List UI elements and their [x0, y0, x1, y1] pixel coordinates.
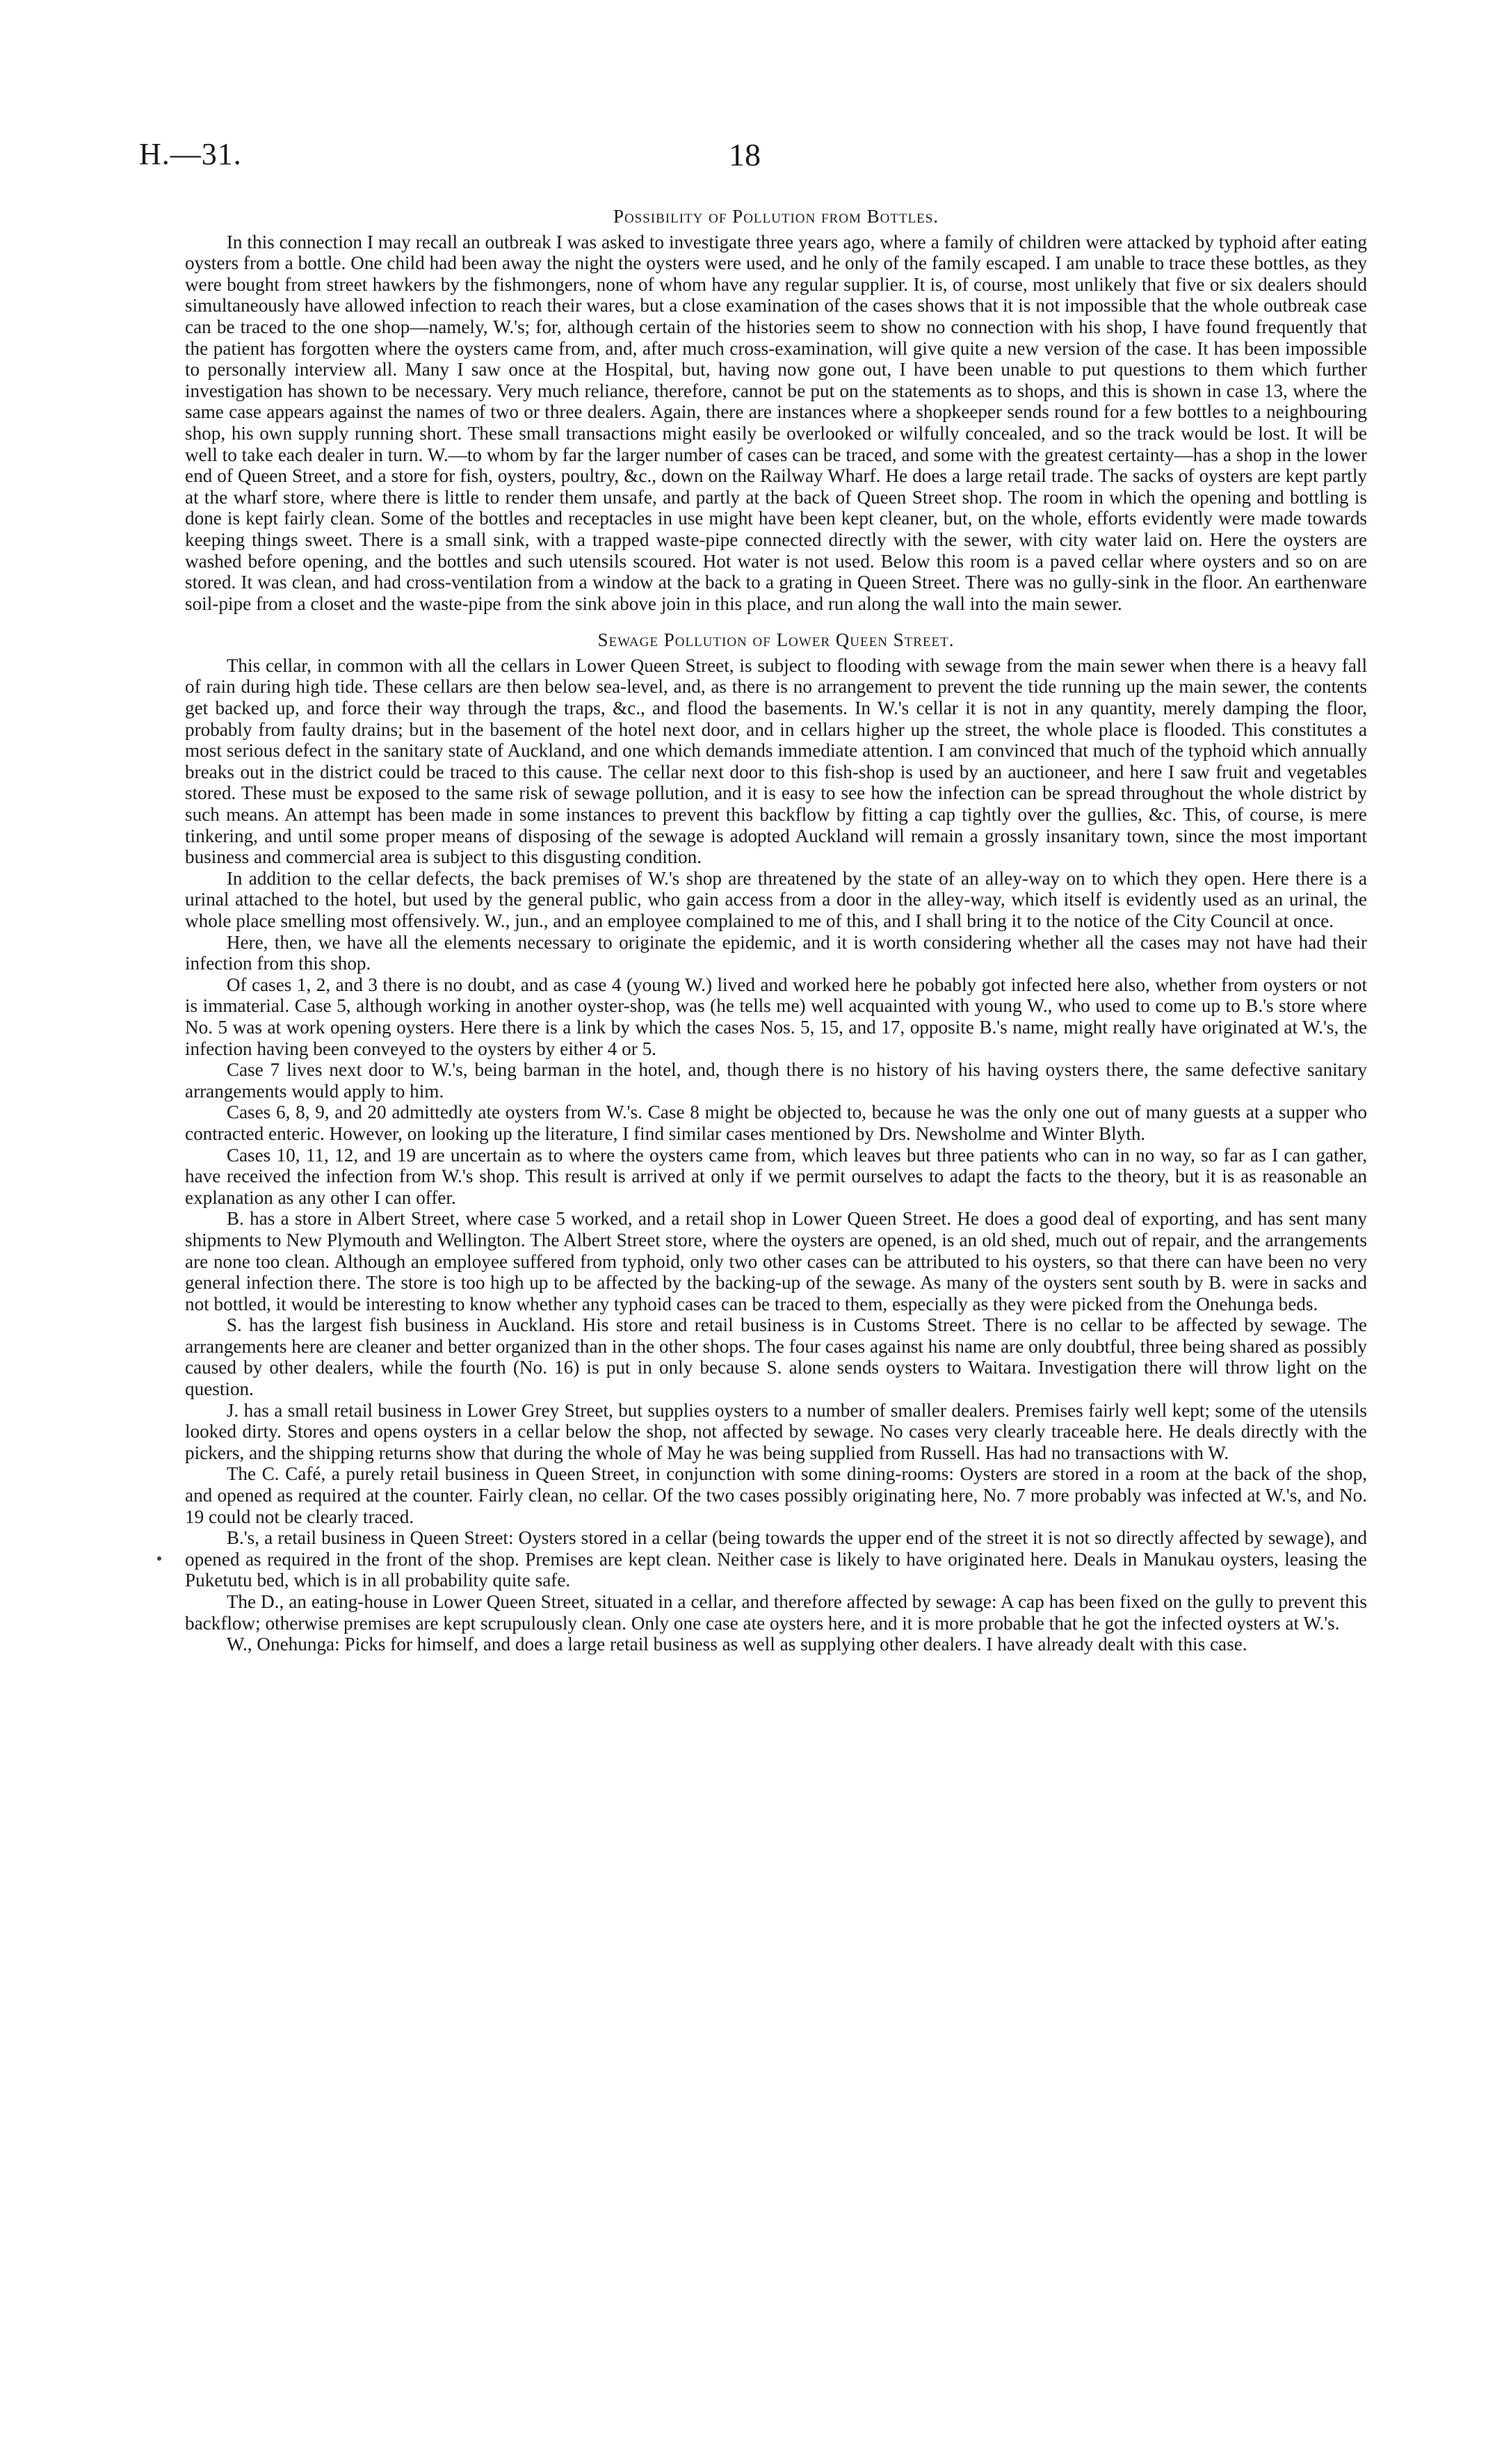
paragraph: Cases 6, 8, 9, and 20 admittedly ate oysters from W.'s. Case 8 might be objected to, because he was the only one out of many guests at a supper who contracted enteric. However, on looking up the literature, I find similar cases mentioned by Drs. Newsholme and Winter Blyth. — [185, 1102, 1367, 1144]
paragraph: S. has the largest fish business in Auckland. His store and retail business is in Customs Street. There is no cellar to be affected by sewage. The arrangements here are cleaner and better organized than in the other shops. The four cases against his name are only doubtful, three being shared as possibly caused by other dealers, while the fourth (No. 16) is put in only because S. alone sends oysters to Waitara. Investigation there will throw light on the question. — [185, 1314, 1367, 1400]
section-bottles — [185, 206, 1367, 614]
paragraph: B.'s, a retail business in Queen Street: Oysters stored in a cellar (being towards the upper end of the street it is not so directly affected by sewage), and opened as required in the front of the shop. Premises are kept clean. Neither case is likely to have originated here. Deals in Manukau oysters, leasing the Puketutu bed, which is in all probability quite safe. — [185, 1527, 1367, 1591]
paragraph: Of cases 1, 2, and 3 there is no doubt, and as case 4 (young W.) lived and worked here he pobably got infected here also, whether from oysters or not is immaterial. Case 5, although working in another oyster-shop, was (he tells me) well acquainted with young W., who used to come up to B.'s store where No. 5 was at work opening oysters. Here there is a link by which the cases Nos. 5, 15, and 17, opposite B.'s name, might really have originated at W.'s, the infection having been conveyed to the oysters by either 4 or 5. — [185, 974, 1367, 1059]
paragraph: The D., an eating-house in Lower Queen Street, situated in a cellar, and therefore affected by sewage: A cap has been fixed on the gully to prevent this backflow; otherwise premises are kept scrupulously clean. Only one case ate oysters here, and it is more probable that he got the infected oysters at W.'s. — [185, 1591, 1367, 1634]
margin-dot-mark — [157, 1556, 161, 1561]
paragraph: Case 7 lives next door to W.'s, being barman in the hotel, and, though there is no history of his having oysters there, the same defective sanitary arrangements would apply to him. — [185, 1059, 1367, 1102]
document-id: H.—31. — [139, 137, 242, 171]
paragraph: In this connection I may recall an outbreak I was asked to investigate three years ago, where a family of children were attacked by typhoid after eating oysters from a bottle. One child had been away the night the oysters were used, and he only of the family escaped. I am unable to trace these bottles, as they were bought from street hawkers by the fishmongers, none of whom have any regular supplier. It is, of course, most unlikely that five or six dealers should simultaneously have allowed infection to reach their wares, but a close examination of the cases shows that it is not impossible that the whole outbreak case can be traced to the one shop—namely, W.'s; for, although certain of the histories seem to show no connection with his shop, I have found frequently that the patient has forgotten where the oysters came from, and, after much cross-examination, will give quite a new version of the case. It has been impossible to personally interview all. Many I saw once at the Hospital, but, having now gone out, I have been unable to put questions to them which further investigation has shown to be necessary. Very much reliance, therefore, cannot be put on the statements as to shops, and this is shown in case 13, where the same case appears against the names of two or three dealers. Again, there are instances where a shopkeeper sends round for a few bottles to a neighbouring shop, his own supply running short. These small transactions might easily be overlooked or wilfully concealed, and so the track would be lost. It will be well to take each dealer in turn. W.—to whom by far the larger number of cases can be traced, and some with the greatest certainty—has a shop in the lower end of Queen Street, and a store for fish, oysters, poultry, &c., down on the Railway Wharf. He does a large retail trade. The sacks of oysters are kept partly at the wharf store, where there is little to render them unsafe, and partly at the back of Queen Street shop. The room in which the opening and bottling is done is kept fairly clean. Some of the bottles and receptacles in use might have been kept cleaner, but, on the whole, efforts evidently were made towards keeping things sweet. There is a small sink, with a trapped waste-pipe connected directly with the sewer, with city water laid on. Here the oysters are washed before opening, and the bottles and such utensils scoured. Hot water is not used. Below this room is a paved cellar where oysters and so on are stored. It was clean, and had cross-ventilation from a window at the back to a grating in Queen Street. There was no gully-sink in the floor. An earthenware soil-pipe from a closet and the waste-pipe from the sink above join in this place, and run along the wall into the main sewer. — [185, 231, 1367, 614]
paragraph: The C. Café, a purely retail business in Queen Street, in conjunction with some dining-rooms: Oysters are stored in a room at the back of the shop, and opened as required at the counter. Fairly clean, no cellar. Of the two cases possibly originating here, No. 7 more probably was infected at W.'s, and No. 19 could not be clearly traced. — [185, 1463, 1367, 1527]
section-heading: Sewage Pollution of Lower Queen Street. — [597, 629, 955, 651]
page-header — [139, 136, 1363, 178]
paragraph: W., Onehunga: Picks for himself, and does a large retail business as well as supplying other dealers. I have already dealt with this case. — [226, 1634, 1247, 1655]
document-body — [185, 206, 1367, 1655]
paragraph: Here, then, we have all the elements necessary to originate the epidemic, and it is worth considering whether all the cases may not have had their infection from this shop. — [185, 931, 1367, 974]
section-sewage — [185, 629, 1367, 1655]
paragraph: This cellar, in common with all the cellars in Lower Queen Street, is subject to flooding with sewage from the main sewer when there is a heavy fall of rain during high tide. These cellars are then below sea-level, and, as there is no arrangement to prevent the tide running up the main sewer, the contents get backed up, and force their way through the traps, &c., and flood the basements. In W.'s cellar it is not in any quantity, merely damping the floor, probably from faulty drains; but in the basement of the hotel next door, and in cellars higher up the street, the whole place is flooded. This constitutes a most serious defect in the sanitary state of Auckland, and one which demands immediate attention. I am convinced that much of the typhoid which annually breaks out in the district could be traced to this cause. The cellar next door to this fish-shop is used by an auctioneer, and here I saw fruit and vegetables stored. These must be exposed to the same risk of sewage pollution, and it is easy to see how the infection can be spread throughout the whole district by such means. An attempt has been made in some instances to prevent this backflow by fitting a cap tightly over the gullies, &c. This, of course, is mere tinkering, and until some proper means of disposing of the sewage is adopted Auckland will remain a grossly insanitary town, since the most important business and commercial area is subject to this disgusting condition. — [185, 654, 1367, 868]
paragraph: In addition to the cellar defects, the back premises of W.'s shop are threatened by the state of an alley-way on to which they open. Here there is a urinal attached to the hotel, but used by the general public, who gain access from a door in the alley-way, which itself is evidently used as an urinal, the whole place smelling most offensively. W., jun., and an employee complained to me of this, and I shall bring it to the notice of the City Council at once. — [185, 867, 1367, 931]
paragraph: B. has a store in Albert Street, where case 5 worked, and a retail shop in Lower Queen Street. He does a good deal of exporting, and has sent many shipments to New Plymouth and Wellington. The Albert Street store, where the oysters are opened, is an old shed, much out of repair, and the arrangements are none too clean. Although an employee suffered from typhoid, only two other cases can be attributed to his oysters, so that there can have been no very general infection there. The store is too high up to be affected by the backing-up of the sewage. As many of the oysters sent south by B. were in sacks and not bottled, it would be interesting to know whether any typhoid cases can be traced to them, especially as they were picked from the Onehunga beds. — [185, 1208, 1367, 1314]
paragraph: J. has a small retail business in Lower Grey Street, but supplies oysters to a number of smaller dealers. Premises fairly well kept; some of the utensils looked dirty. Stores and opens oysters in a cellar below the shop, not affected by sewage. No cases very clearly traceable here. He deals directly with the pickers, and the shipping returns show that during the whole of May he was being supplied from Russell. Has had no transactions with W. — [185, 1399, 1367, 1463]
page-number: 18 — [729, 137, 761, 172]
section-heading: Possibility of Pollution from Bottles. — [613, 206, 939, 227]
paragraph: Cases 10, 11, 12, and 19 are uncertain as to where the oysters came from, which leaves but three patients who can in no way, so far as I can gather, have received the infection from W.'s shop. This result is arrived at only if we permit ourselves to adapt the facts to the theory, but it is as reasonable an explanation as any other I can offer. — [185, 1144, 1367, 1208]
